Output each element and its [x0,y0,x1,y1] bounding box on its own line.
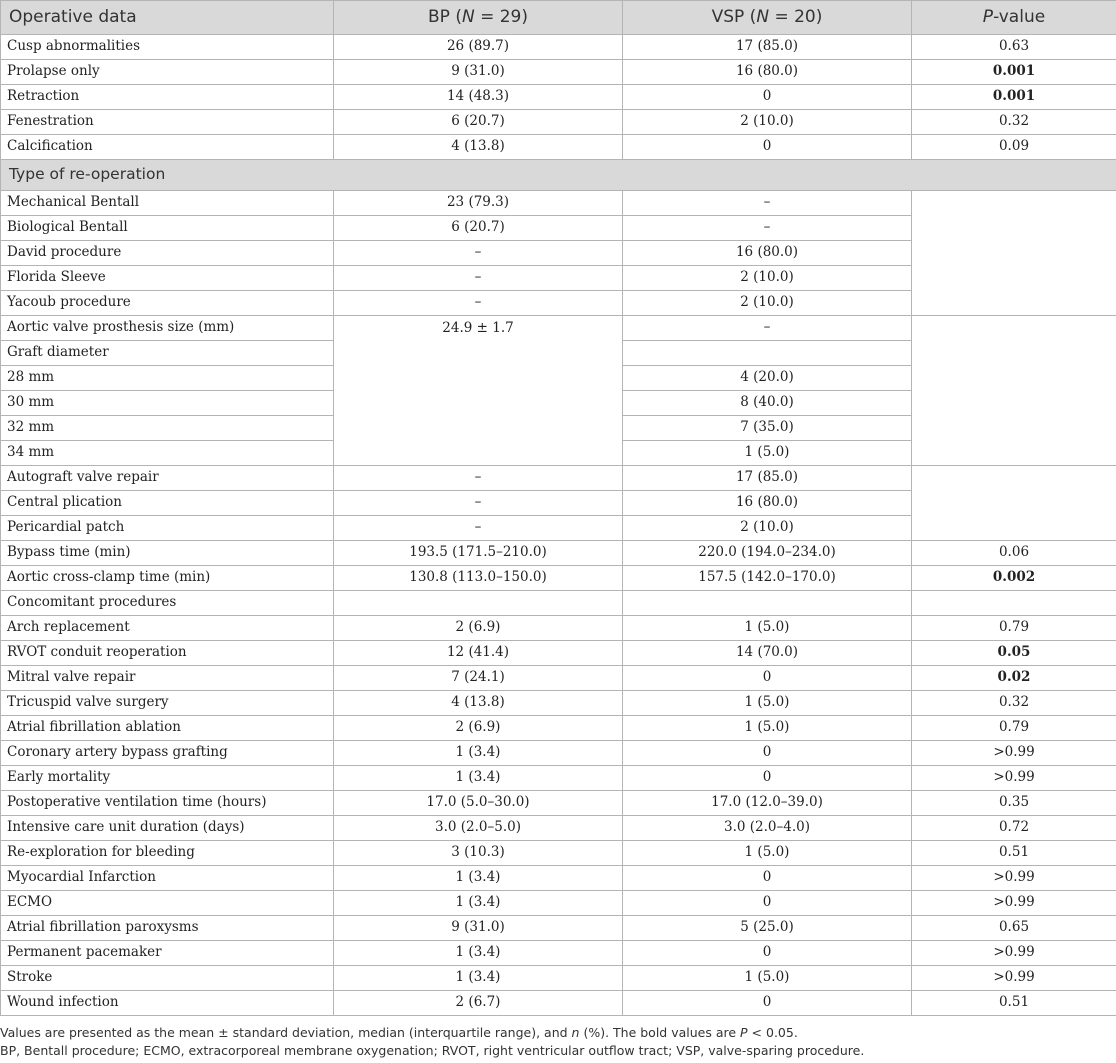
row-label: Myocardial Infarction [1,866,334,891]
row-label: Wound infection [1,991,334,1016]
p-value-empty [912,591,1116,616]
row-label: Autograft valve repair [1,466,334,491]
bp-value: 9 (31.0) [334,60,623,85]
p-value: 0.72 [912,816,1116,841]
bp-value: 6 (20.7) [334,110,623,135]
bp-value: 9 (31.0) [334,916,623,941]
vsp-value: – [623,216,912,241]
row-label: Calcification [1,135,334,160]
vsp-value: – [623,191,912,216]
vsp-value: 0 [623,941,912,966]
vsp-value: 17 (85.0) [623,466,912,491]
table-row [1,941,1116,966]
table-row [1,666,1116,691]
p-value: >0.99 [912,766,1116,791]
bp-value: – [334,491,623,516]
bp-value: 4 (13.8) [334,135,623,160]
vsp-value: 1 (5.0) [623,716,912,741]
header-vsp: VSP (N = 20) [623,1,912,35]
row-label: Cusp abnormalities [1,35,334,60]
vsp-value: – [623,316,912,341]
row-label: Concomitant procedures [1,591,334,616]
bp-value: 1 (3.4) [334,766,623,791]
row-label: ECMO [1,891,334,916]
bp-value: 24.9 ± 1.7 [334,316,623,466]
table-row [1,541,1116,566]
table-row [1,891,1116,916]
bp-value-empty [334,591,623,616]
header-row [1,1,1116,35]
row-label: Stroke [1,966,334,991]
row-label: Mitral valve repair [1,666,334,691]
row-label: Bypass time (min) [1,541,334,566]
section-row [1,160,1116,191]
table-row [1,916,1116,941]
bp-value: 17.0 (5.0–30.0) [334,791,623,816]
bp-value: 23 (79.3) [334,191,623,216]
vsp-value: 0 [623,666,912,691]
header-p-value: P-value [912,1,1116,35]
table-row [1,566,1116,591]
vsp-value: 1 (5.0) [623,841,912,866]
row-label: Arch replacement [1,616,334,641]
bp-value: 1 (3.4) [334,741,623,766]
table-body-rest [1,616,1116,1016]
p-value: 0.51 [912,841,1116,866]
row-label: David procedure [1,241,334,266]
bp-value: 2 (6.9) [334,716,623,741]
bp-value: 2 (6.9) [334,616,623,641]
vsp-value-empty [623,591,912,616]
row-label: Early mortality [1,766,334,791]
p-value: 0.51 [912,991,1116,1016]
table-row [1,766,1116,791]
table-row [1,316,1116,341]
row-label: Permanent pacemaker [1,941,334,966]
table-row [1,135,1116,160]
header-bp: BP (N = 29) [334,1,623,35]
row-label: 28 mm [1,366,334,391]
footnote-line-2: BP, Bentall procedure; ECMO, extracorporeal membrane oxygenation; RVOT, right ventricular outflow tract; VSP, valve-sparing procedure. [0,1043,865,1058]
p-value: 0.32 [912,691,1116,716]
p-value-significant: 0.05 [912,641,1116,666]
row-label: Biological Bentall [1,216,334,241]
bp-value: 4 (13.8) [334,691,623,716]
table-row [1,866,1116,891]
vsp-value: 1 (5.0) [623,691,912,716]
vsp-value: 14 (70.0) [623,641,912,666]
bp-value: 2 (6.7) [334,991,623,1016]
p-value-significant: 0.001 [912,85,1116,110]
row-label: Florida Sleeve [1,266,334,291]
table-row [1,35,1116,60]
table-row [1,966,1116,991]
bp-value: 1 (3.4) [334,966,623,991]
vsp-value: 8 (40.0) [623,391,912,416]
row-label: 30 mm [1,391,334,416]
vsp-value: 1 (5.0) [623,616,912,641]
footnote-line-1: Values are presented as the mean ± standard deviation, median (interquartile range), and n (%). The bold values are P < 0.05. [0,1025,798,1040]
vsp-value: 16 (80.0) [623,60,912,85]
table-row [1,591,1116,616]
vsp-value: 0 [623,866,912,891]
vsp-value: 2 (10.0) [623,266,912,291]
p-value-empty [912,316,1116,466]
vsp-value: 2 (10.0) [623,291,912,316]
row-label: Pericardial patch [1,516,334,541]
p-value-empty [912,191,1116,316]
vsp-value: 0 [623,991,912,1016]
bp-value: 14 (48.3) [334,85,623,110]
bp-value: 3 (10.3) [334,841,623,866]
p-value-significant: 0.001 [912,60,1116,85]
table-row [1,741,1116,766]
row-label: Fenestration [1,110,334,135]
table-row [1,991,1116,1016]
bp-value: 1 (3.4) [334,866,623,891]
bp-value: – [334,241,623,266]
row-label: Aortic cross-clamp time (min) [1,566,334,591]
header-operative-data: Operative data [1,1,334,35]
row-label: Re-exploration for bleeding [1,841,334,866]
p-value: >0.99 [912,866,1116,891]
vsp-value: 0 [623,135,912,160]
vsp-value: 17.0 (12.0–39.0) [623,791,912,816]
row-label: 32 mm [1,416,334,441]
table-row [1,816,1116,841]
bp-value: 193.5 (171.5–210.0) [334,541,623,566]
bp-value: 130.8 (113.0–150.0) [334,566,623,591]
bp-value: – [334,291,623,316]
p-value-empty [912,466,1116,541]
vsp-value: 5 (25.0) [623,916,912,941]
vsp-value: 7 (35.0) [623,416,912,441]
bp-value: 7 (24.1) [334,666,623,691]
p-value: >0.99 [912,966,1116,991]
row-label: Atrial fibrillation ablation [1,716,334,741]
bp-value: 1 (3.4) [334,891,623,916]
table-row [1,85,1116,110]
vsp-value: 0 [623,766,912,791]
bp-value: 26 (89.7) [334,35,623,60]
vsp-value: 1 (5.0) [623,966,912,991]
p-value: 0.09 [912,135,1116,160]
row-label: Coronary artery bypass grafting [1,741,334,766]
p-value: 0.65 [912,916,1116,941]
row-label: Aortic valve prosthesis size (mm) [1,316,334,341]
bp-value: 3.0 (2.0–5.0) [334,816,623,841]
p-value: 0.06 [912,541,1116,566]
p-value: 0.35 [912,791,1116,816]
row-label: Retraction [1,85,334,110]
table-row [1,110,1116,135]
p-value: >0.99 [912,891,1116,916]
bp-value: – [334,266,623,291]
vsp-value: 2 (10.0) [623,110,912,135]
table-row [1,841,1116,866]
table-row [1,191,1116,216]
row-label: 34 mm [1,441,334,466]
vsp-value: 3.0 (2.0–4.0) [623,816,912,841]
bp-value: 1 (3.4) [334,941,623,966]
vsp-value: 2 (10.0) [623,516,912,541]
vsp-value: 0 [623,85,912,110]
table-row [1,691,1116,716]
table-row [1,791,1116,816]
table-row [1,716,1116,741]
vsp-value: 16 (80.0) [623,241,912,266]
row-label: Intensive care unit duration (days) [1,816,334,841]
row-label: Graft diameter [1,341,334,366]
row-label: Postoperative ventilation time (hours) [1,791,334,816]
p-value: 0.79 [912,716,1116,741]
vsp-value: 157.5 (142.0–170.0) [623,566,912,591]
table-row [1,466,1116,491]
table-footnote [0,1024,1116,1060]
vsp-value: 4 (20.0) [623,366,912,391]
p-value: >0.99 [912,941,1116,966]
row-label: Yacoub procedure [1,291,334,316]
vsp-value: 220.0 (194.0–234.0) [623,541,912,566]
p-value-significant: 0.002 [912,566,1116,591]
row-label: Atrial fibrillation paroxysms [1,916,334,941]
bp-value: 12 (41.4) [334,641,623,666]
bp-value: – [334,516,623,541]
p-value: 0.79 [912,616,1116,641]
p-value: 0.63 [912,35,1116,60]
vsp-value: 16 (80.0) [623,491,912,516]
vsp-value: 0 [623,741,912,766]
vsp-value: 0 [623,891,912,916]
p-value: 0.32 [912,110,1116,135]
row-label: Tricuspid valve surgery [1,691,334,716]
vsp-value: 17 (85.0) [623,35,912,60]
row-label: Central plication [1,491,334,516]
row-label: Prolapse only [1,60,334,85]
row-label: RVOT conduit reoperation [1,641,334,666]
bp-value: 6 (20.7) [334,216,623,241]
p-value: >0.99 [912,741,1116,766]
table-row [1,641,1116,666]
bp-value: – [334,466,623,491]
row-label: Mechanical Bentall [1,191,334,216]
section-title: Type of re-operation [1,160,1116,191]
p-value-significant: 0.02 [912,666,1116,691]
vsp-value [623,341,912,366]
vsp-value: 1 (5.0) [623,441,912,466]
table-row [1,616,1116,641]
table-row [1,60,1116,85]
